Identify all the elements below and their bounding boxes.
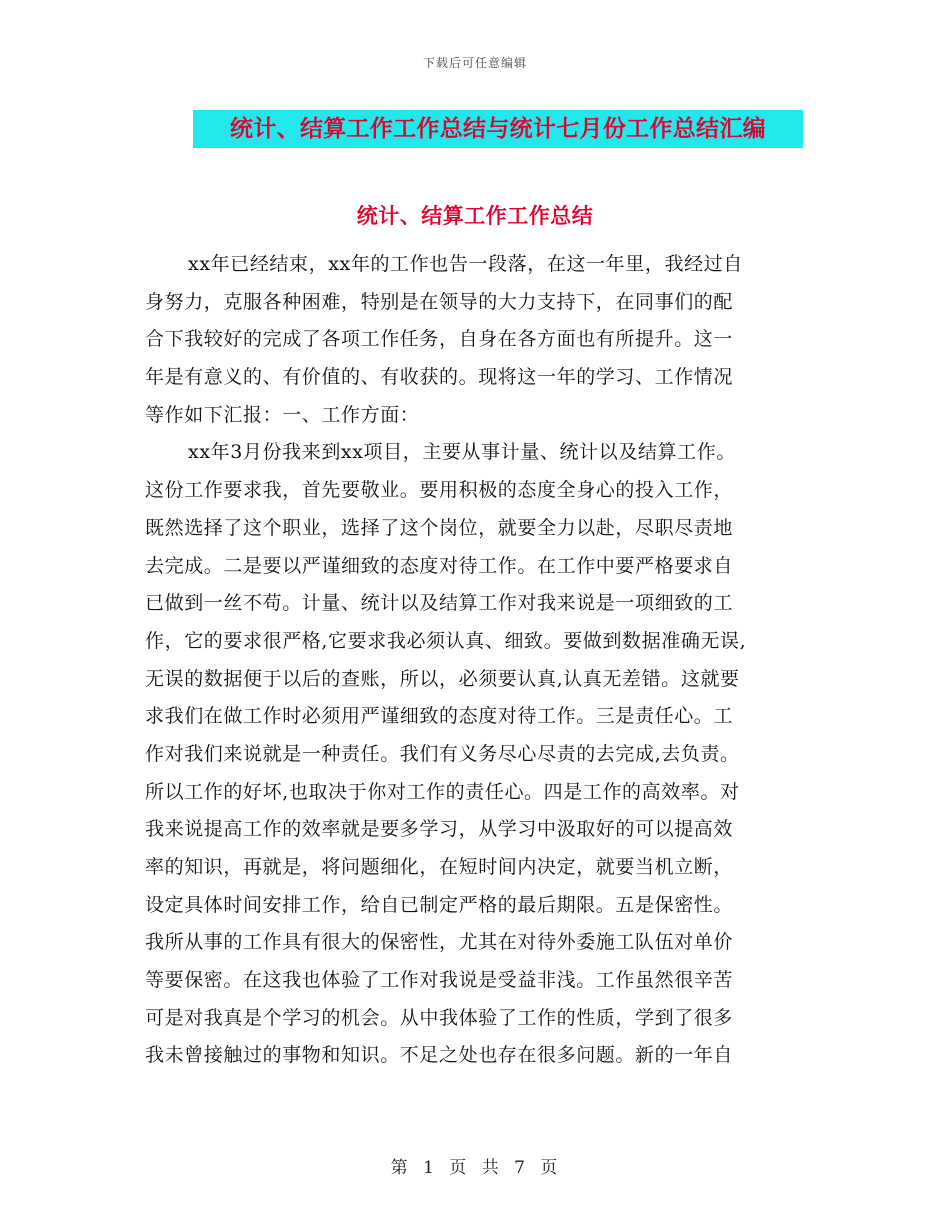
paragraph-line: 等作如下汇报：一、工作方面： [145,403,420,426]
paragraph-line: 我所从事的工作具有很大的保密性，尤其在对待外委施工队伍对单价 [145,931,734,954]
paragraph-line: 年是有意义的、有价值的、有收获的。现将这一年的学习、工作情况 [145,366,734,389]
paragraph-line: xx年3月份我来到xx项目，主要从事计量、统计以及结算工作。 [188,441,736,464]
paragraph-line: 设定具体时间安排工作，给自已制定严格的最后期限。五是保密性。 [145,893,734,916]
paragraph-line: 合下我较好的完成了各项工作任务，自身在各方面也有所提升。这一 [145,328,734,351]
body-text [145,246,815,1075]
paragraph-line: 作，它的要求很严格,它要求我必须认真、细致。要做到数据准确无误, [145,629,747,652]
paragraph-line: 我未曾接触过的事物和知识。不足之处也存在很多问题。新的一年自 [145,1044,734,1067]
paragraph-line: 可是对我真是个学习的机会。从中我体验了工作的性质，学到了很多 [145,1006,734,1029]
page-header-note: 下载后可任意编辑 [422,56,527,70]
page-number-footer: 第 1 页 共 7 页 [390,1158,560,1178]
paragraph-line: 去完成。二是要以严谨细致的态度对待工作。在工作中要严格要求自 [145,554,734,577]
paragraph-line: 率的知识，再就是，将问题细化，在短时间内决定，就要当机立断， [145,856,734,878]
paragraph-line: 求我们在做工作时必须用严谨细致的态度对待工作。三是责任心。工 [145,705,734,728]
paragraph-line: xx年已经结束，xx年的工作也告一段落，在这一年里，我经过自 [188,253,743,275]
paragraph-line: 身努力，克服各种困难，特别是在领导的大力支持下，在同事们的配 [145,290,734,313]
main-title: 统计、结算工作工作总结与统计七月份工作总结汇编 [230,115,766,142]
main-title-highlight [193,110,803,148]
paragraph-line: 无误的数据便于以后的查账，所以，必须要认真,认真无差错。这就要 [145,667,740,690]
paragraph-line: 等要保密。在这我也体验了工作对我说是受益非浅。工作虽然很辛苦 [145,969,734,992]
paragraph-line: 已做到一丝不苟。计量、统计以及结算工作对我来说是一项细致的工 [145,592,734,615]
paragraph-line: 这份工作要求我，首先要敬业。要用积极的态度全身心的投入工作， [145,479,734,502]
paragraph-line: 我来说提高工作的效率就是要多学习，从学习中汲取好的可以提高效 [145,818,734,841]
paragraph-line: 既然选择了这个职业，选择了这个岗位，就要全力以赴，尽职尽责地 [145,516,734,539]
section-title: 统计、结算工作工作总结 [356,203,594,228]
paragraph-line: 作对我们来说就是一种责任。我们有义务尽心尽责的去完成,去负责。 [145,742,740,765]
paragraph-line: 所以工作的好坏,也取决于你对工作的责任心。四是工作的高效率。对 [145,780,740,803]
